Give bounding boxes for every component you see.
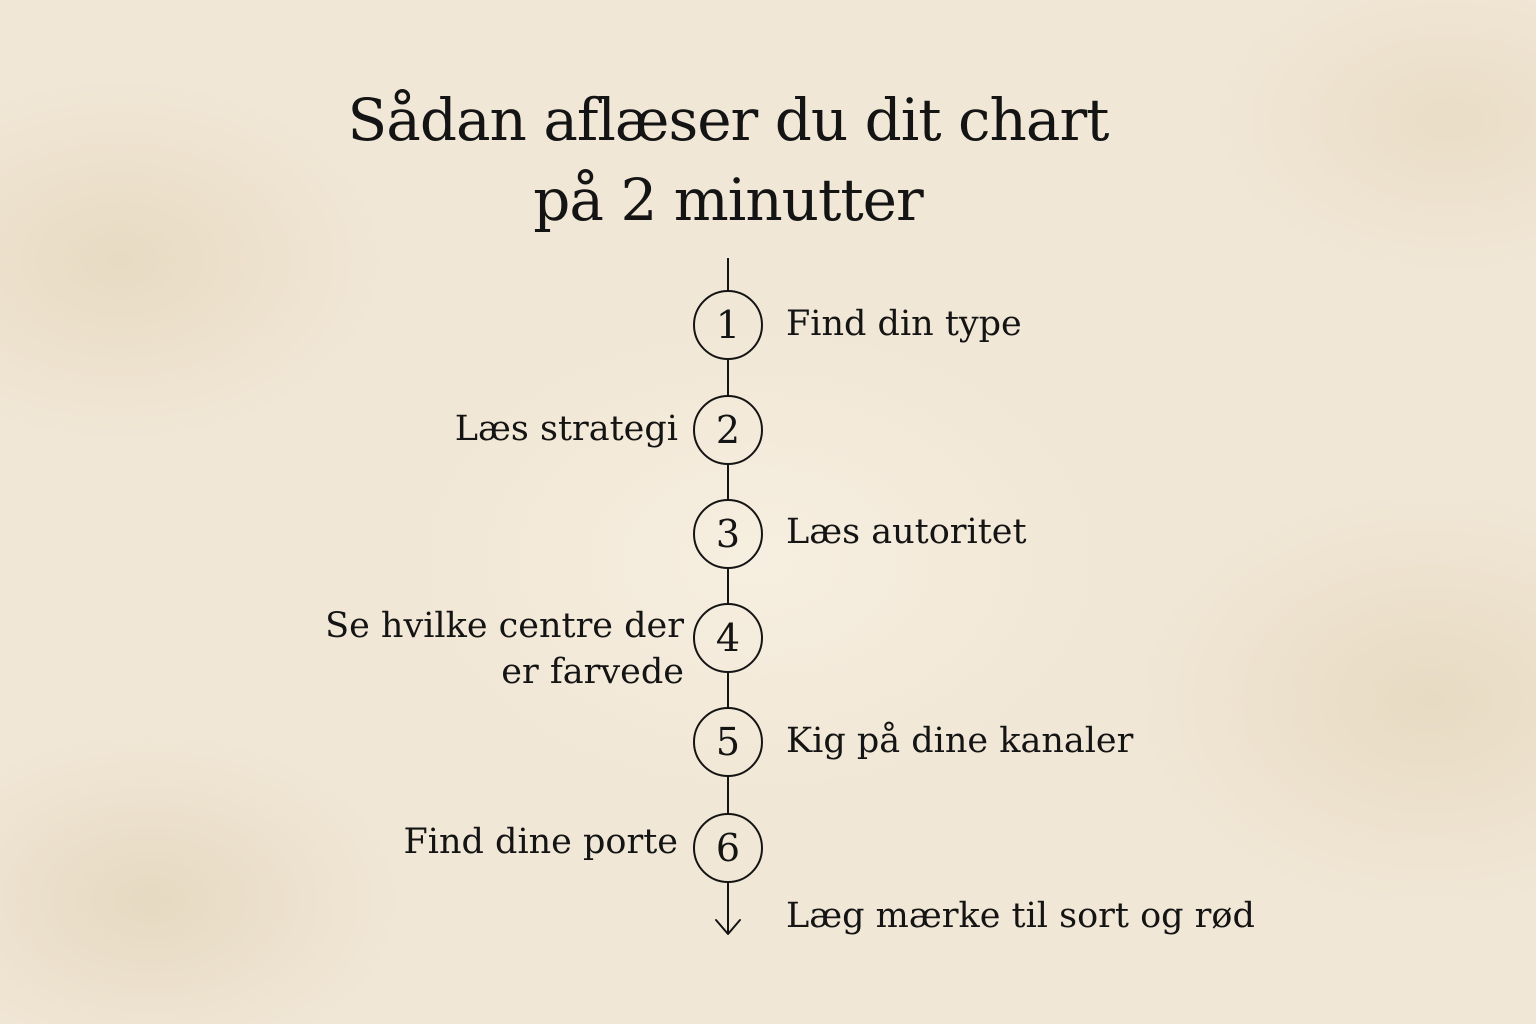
title-line-1: Sådan aflæser du dit chart	[347, 86, 1109, 154]
step-5-number: 5	[715, 720, 741, 764]
step-6-label: Find dine porte	[403, 822, 678, 862]
step-2-number: 2	[715, 408, 741, 452]
step-1-label: Find din type	[786, 304, 1022, 344]
step-5-label: Kig på dine kanaler	[786, 721, 1134, 761]
step-4-label-line-2: er farvede	[501, 652, 684, 692]
step-4-label	[264, 603, 684, 695]
step-6-number: 6	[715, 826, 741, 870]
final-step-label: Læg mærke til sort og rød	[786, 896, 1255, 936]
title-line-2: på 2 minutter	[533, 166, 923, 234]
step-1-number: 1	[715, 303, 741, 347]
step-4-number: 4	[715, 616, 741, 660]
step-3-label: Læs autoritet	[786, 512, 1027, 552]
step-2-label: Læs strategi	[454, 409, 678, 449]
step-4-label-line-1: Se hvilke centre der	[325, 606, 684, 646]
step-3-number: 3	[715, 512, 741, 556]
